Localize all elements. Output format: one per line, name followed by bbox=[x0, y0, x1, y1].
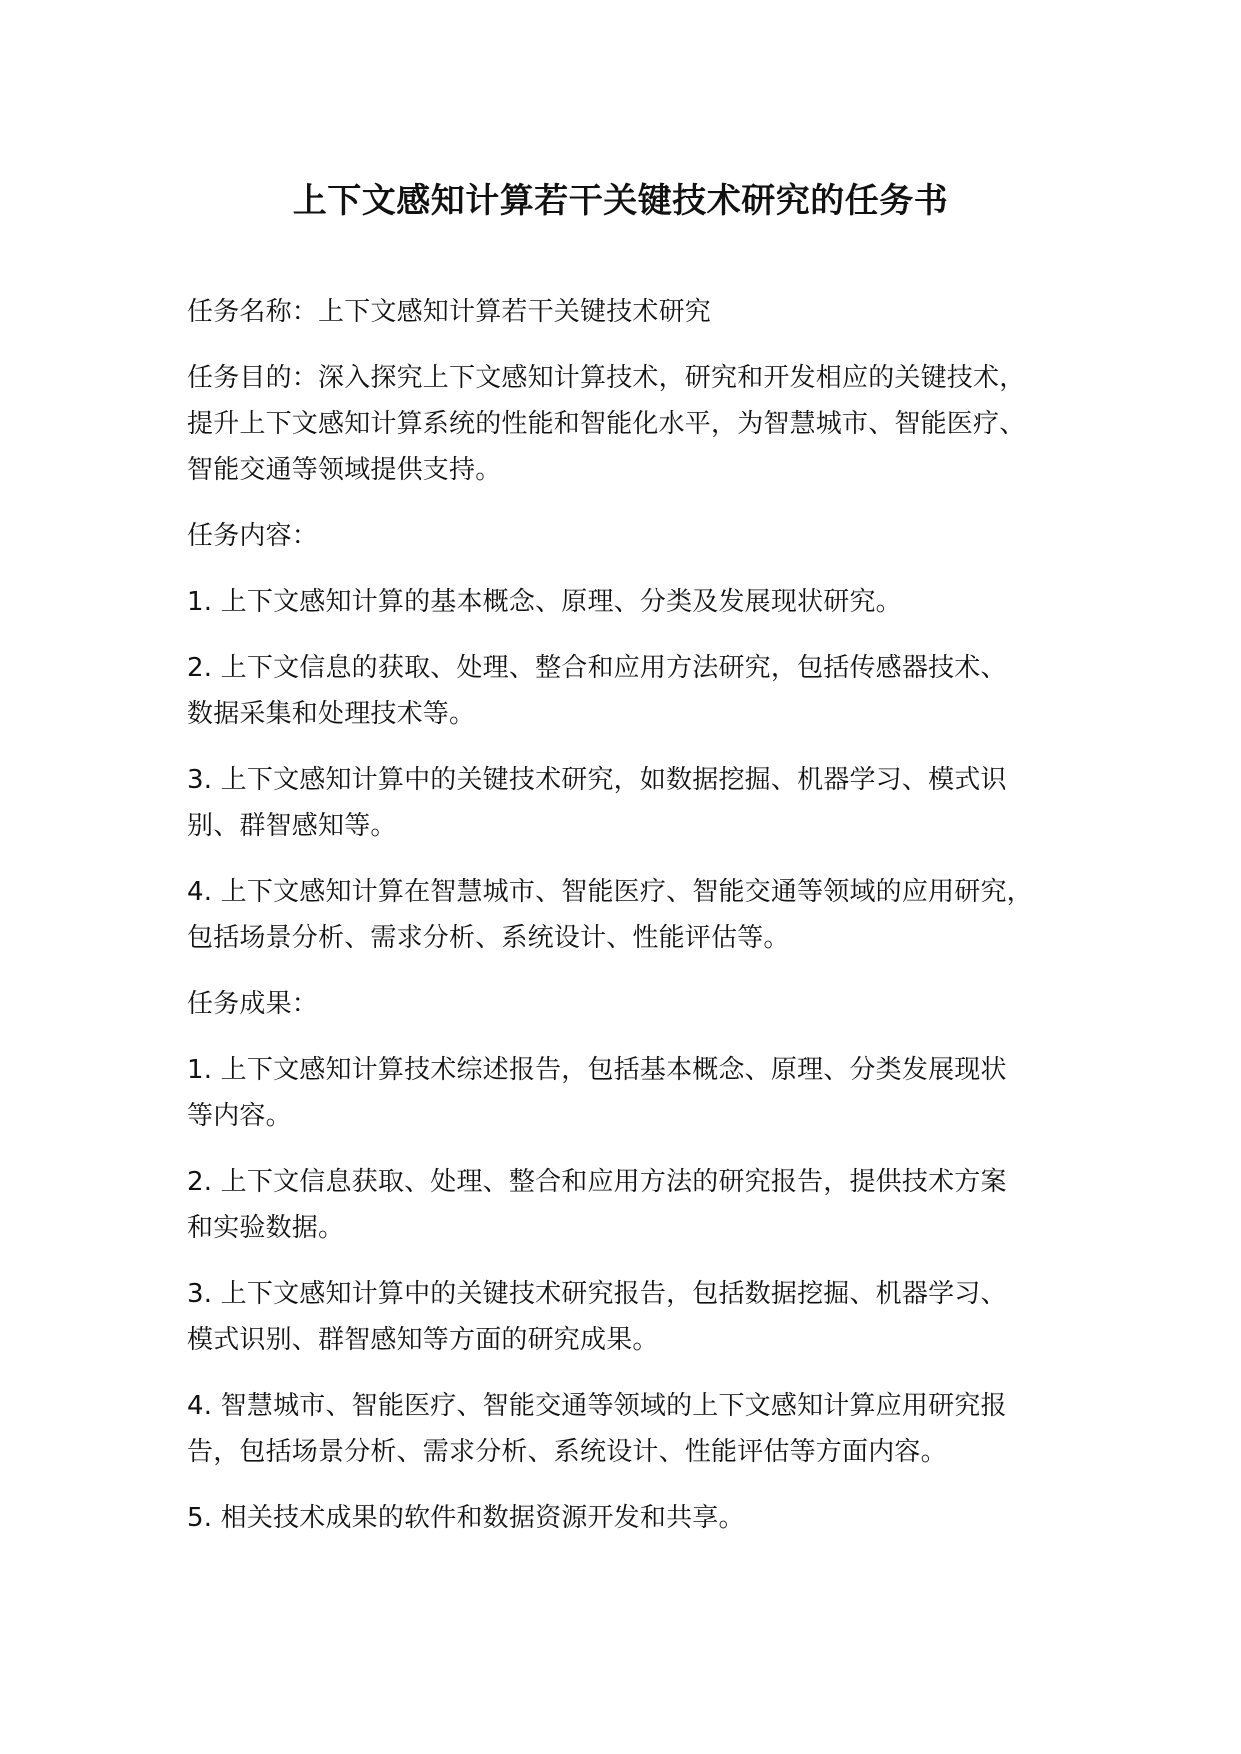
text-line: 任务内容： bbox=[187, 521, 319, 551]
text-line: 等内容。 bbox=[187, 1101, 292, 1131]
paragraph-task-name bbox=[187, 289, 1077, 335]
list-item bbox=[187, 757, 1077, 849]
list-item bbox=[187, 1383, 1077, 1475]
text-line: 1. 上下文感知计算技术综述报告，包括基本概念、原理、分类发展现状 bbox=[187, 1055, 1007, 1085]
text-line: 告，包括场景分析、需求分析、系统设计、性能评估等方面内容。 bbox=[187, 1437, 947, 1467]
text-line: 数据采集和处理技术等。 bbox=[187, 699, 476, 729]
text-line: 3. 上下文感知计算中的关键技术研究报告，包括数据挖掘、机器学习、 bbox=[187, 1279, 1007, 1309]
list-item bbox=[187, 1047, 1077, 1139]
text-line: 别、群智感知等。 bbox=[187, 811, 397, 841]
text-line: 4. 上下文感知计算在智慧城市、智能医疗、智能交通等领域的应用研究， bbox=[187, 877, 1033, 907]
list-item bbox=[187, 1271, 1077, 1363]
text-line: 5. 相关技术成果的软件和数据资源开发和共享。 bbox=[187, 1503, 745, 1533]
section-heading-task-results bbox=[187, 981, 1077, 1027]
text-line: 1. 上下文感知计算的基本概念、原理、分类及发展现状研究。 bbox=[187, 587, 902, 617]
document-body bbox=[187, 289, 1077, 1561]
text-line: 提升上下文感知计算系统的性能和智能化水平，为智慧城市、智能医疗、 bbox=[187, 409, 1026, 439]
text-line: 2. 上下文信息的获取、处理、整合和应用方法研究，包括传感器技术、 bbox=[187, 653, 1007, 683]
text-line: 3. 上下文感知计算中的关键技术研究，如数据挖掘、机器学习、模式识 bbox=[187, 765, 1007, 795]
section-heading-task-content bbox=[187, 513, 1077, 559]
text-line: 智能交通等领域提供支持。 bbox=[187, 455, 502, 485]
text-line: 任务名称：上下文感知计算若干关键技术研究 bbox=[187, 297, 712, 327]
text-line: 2. 上下文信息获取、处理、整合和应用方法的研究报告，提供技术方案 bbox=[187, 1167, 1007, 1197]
list-item bbox=[187, 645, 1077, 737]
text-line: 4. 智慧城市、智能医疗、智能交通等领域的上下文感知计算应用研究报 bbox=[187, 1391, 1007, 1421]
list-item bbox=[187, 869, 1077, 961]
text-line: 任务成果： bbox=[187, 989, 319, 1019]
document-title: 上下文感知计算若干关键技术研究的任务书 bbox=[292, 181, 949, 221]
text-line: 包括场景分析、需求分析、系统设计、性能评估等。 bbox=[187, 923, 790, 953]
text-line: 模式识别、群智感知等方面的研究成果。 bbox=[187, 1325, 659, 1355]
text-line: 任务目的：深入探究上下文感知计算技术，研究和开发相应的关键技术， bbox=[187, 363, 1026, 393]
list-item bbox=[187, 1159, 1077, 1251]
list-item bbox=[187, 579, 1077, 625]
paragraph-task-purpose bbox=[187, 355, 1077, 493]
list-item bbox=[187, 1495, 1077, 1541]
text-line: 和实验数据。 bbox=[187, 1213, 345, 1243]
